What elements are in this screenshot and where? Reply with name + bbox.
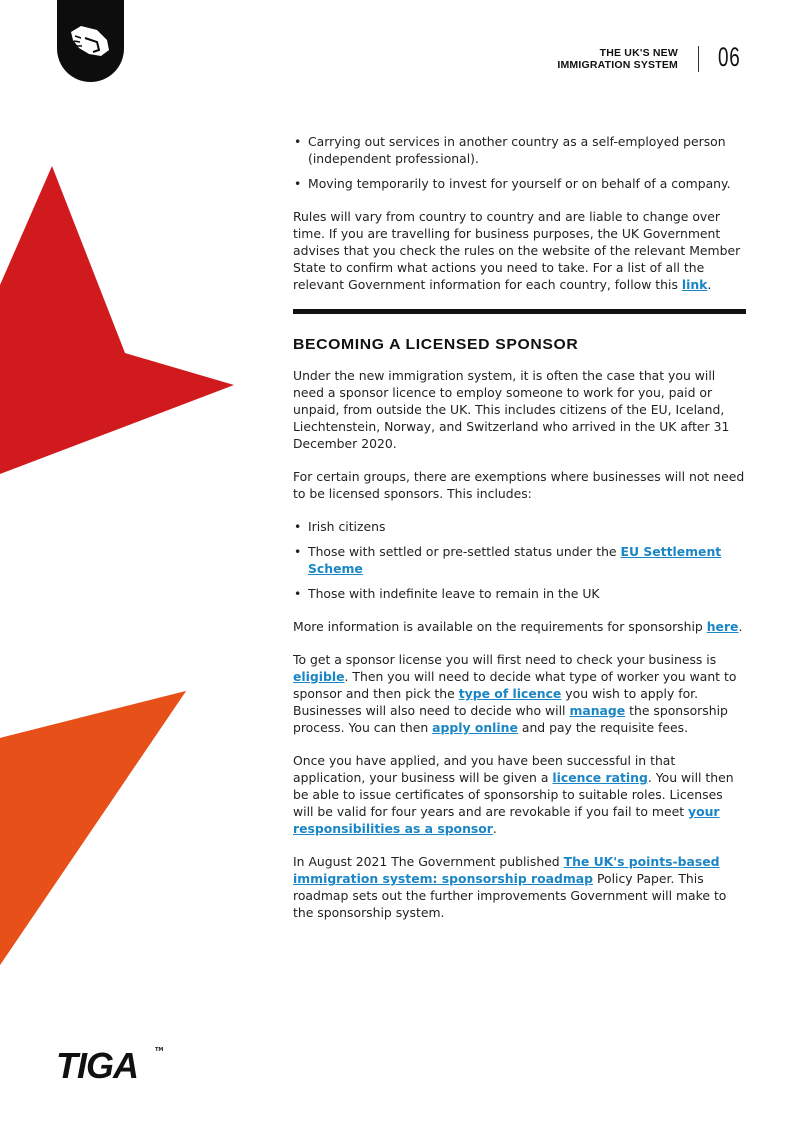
text: you wish to apply for. Businesses will also need to decide who will [293, 686, 699, 718]
header-tab [57, 0, 124, 82]
sponsorship-roadmap-link[interactable]: The UK's points-based immigration system: sponsorship roadmap [293, 854, 720, 886]
text: Once you have applied, and you have been successful in that application, your business will be given a [293, 753, 676, 785]
list-item [293, 543, 746, 577]
text: In August 2021 The Government published [293, 854, 564, 869]
tiga-logo: TIGA [56, 1045, 138, 1086]
text: More information is available on the requirements for sponsorship [293, 619, 707, 634]
main-column [293, 133, 746, 937]
licence-rating-link[interactable]: licence rating [552, 770, 648, 785]
title-line-2: IMMIGRATION SYSTEM [557, 59, 678, 71]
document-title [557, 47, 678, 71]
text: Rules will vary from country to country and are liable to change over time. If you are travelling for business purposes, the UK Government advises that you check the rules on the website of the relevant Member State to confirm what actions you need to take. For a list of all the relevant Government information for each country, follow this [293, 209, 741, 292]
rules-paragraph [293, 208, 746, 293]
text: Those with settled or pre-settled status under the [308, 544, 621, 559]
page-number: 06 [718, 42, 741, 72]
text: To get a sponsor license you will first need to check your business is [293, 652, 717, 667]
list-item: • Those with indefinite leave to remain in the UK [293, 585, 746, 602]
text: . [738, 619, 743, 634]
section-heading: BECOMING A LICENSED SPONSOR [293, 336, 579, 353]
list-item: • Carrying out services in another country as a self-employed person (independent professional). [293, 133, 746, 167]
text: . [707, 277, 712, 292]
manage-link[interactable]: manage [569, 703, 626, 718]
sponsorship-here-link[interactable]: here [706, 619, 739, 634]
list-item: • Irish citizens [293, 518, 746, 535]
intro-bullets [293, 133, 746, 192]
text: . You will then be able to issue certificates of sponsorship to suitable roles. Licenses will be valid for four years and are revokable if you fail to meet [293, 770, 734, 819]
eu-settlement-scheme-link[interactable]: EU Settlement Scheme [308, 544, 722, 576]
orange-triangle-main [0, 691, 186, 965]
country-info-link[interactable]: link [681, 277, 708, 292]
type-of-licence-link[interactable]: type of licence [458, 686, 562, 701]
exemption-list [293, 518, 746, 602]
list-item: • Moving temporarily to invest for yourself or on behalf of a company. [293, 175, 746, 192]
trademark-mark: TM [155, 1047, 164, 1053]
paragraph: Under the new immigration system, it is often the case that you will need a sponsor licence to employ someone to work for you, paid or unpaid, from outside the UK. This includes citizens of the EU, Iceland, Liechtenstein, Norway, and Switzerland who arrived in the UK after 31 December 2020. [293, 368, 730, 451]
eligible-link[interactable]: eligible [293, 669, 345, 684]
responsibilities-link[interactable]: your responsibilities as a sponsor [293, 804, 720, 836]
text: Policy Paper. This roadmap sets out the further improvements Government will make to the sponsorship system. [293, 871, 727, 920]
red-triangle-shape [0, 166, 234, 474]
paragraph [293, 853, 746, 921]
tiger-logo-icon [67, 24, 113, 62]
text: the sponsorship process. You can then [293, 703, 728, 735]
paragraph: For certain groups, there are exemptions where businesses will not need to be licensed sponsors. This includes: [293, 469, 745, 501]
apply-online-link[interactable]: apply online [432, 720, 518, 735]
paragraph [293, 651, 746, 736]
section-divider [293, 309, 746, 314]
paragraph [293, 752, 746, 837]
text: . [492, 821, 497, 836]
text: . Then you will need to decide what type of worker you want to sponsor and then pick the [293, 669, 737, 701]
header-divider [698, 46, 699, 72]
title-line-1: THE UK'S NEW [599, 47, 678, 59]
text: and pay the requisite fees. [517, 720, 689, 735]
paragraph [293, 618, 746, 635]
